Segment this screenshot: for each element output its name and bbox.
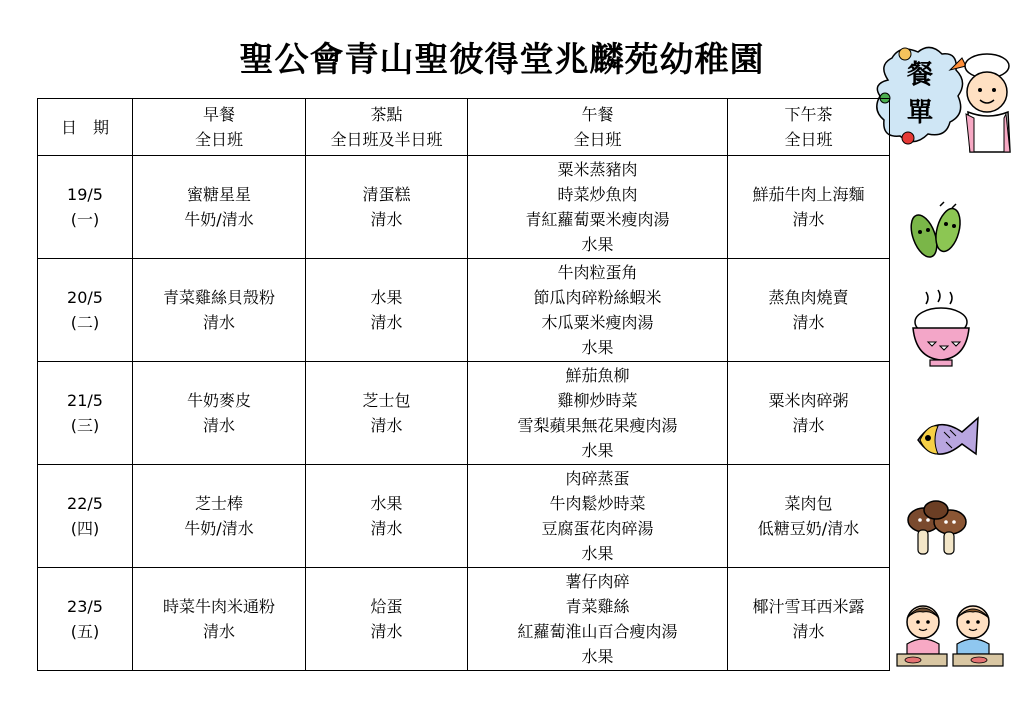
menu-item: 芝士棒: [194, 494, 243, 513]
menu-item: 蒸魚肉燒賣: [768, 288, 849, 307]
tea-cell: [728, 156, 890, 259]
menu-item: 青菜雞絲貝殼粉: [162, 288, 275, 307]
weekday-text: (三): [70, 416, 100, 435]
menu-item: 鮮茄魚柳: [565, 366, 630, 385]
peas-icon: [900, 200, 972, 262]
lunch-cell: [468, 259, 728, 362]
menu-item: 青紅蘿蔔粟米瘦肉湯: [525, 210, 670, 229]
menu-badge-illustration: [870, 40, 1024, 158]
menu-item: 椰汁雪耳西米露: [752, 597, 865, 616]
header-lunch: 午餐 全日班: [468, 99, 728, 156]
menu-item: 蜜糖星星: [186, 185, 251, 204]
menu-badge-text: [900, 56, 940, 132]
menu-item: 水果: [370, 494, 403, 513]
rice-bowl-icon: [908, 288, 974, 368]
menu-item: 青菜雞絲: [565, 597, 630, 616]
fish-icon: [912, 410, 984, 468]
lunch-cell: [468, 465, 728, 568]
date-text: 22/5: [67, 494, 103, 513]
badge-char-1: 餐: [906, 60, 933, 90]
menu-item: 清水: [202, 313, 235, 332]
menu-item: 清蛋糕: [362, 185, 411, 204]
menu-item: 時菜炒魚肉: [557, 185, 638, 204]
date-cell: [38, 156, 133, 259]
table-row: [38, 156, 890, 259]
tea-cell: [728, 465, 890, 568]
menu-item: 粟米蒸豬肉: [557, 160, 638, 179]
menu-item: 粟米肉碎粥: [768, 391, 849, 410]
lunch-cell: [468, 568, 728, 671]
snack-cell: [306, 465, 468, 568]
date-text: 21/5: [67, 391, 103, 410]
menu-item: 芝士包: [362, 391, 411, 410]
page-title-text: 聖公會青山聖彼得堂兆麟苑幼稚園: [239, 40, 765, 80]
menu-item: 牛肉粒蛋角: [557, 263, 638, 282]
menu-item: 時菜牛肉米通粉: [162, 597, 275, 616]
menu-item: 牛奶麥皮: [186, 391, 251, 410]
menu-item: 薯仔肉碎: [565, 572, 630, 591]
badge-char-2: 單: [906, 98, 933, 128]
tea-cell: [728, 259, 890, 362]
tea-cell: [728, 362, 890, 465]
weekday-text: (四): [70, 519, 100, 538]
table-row: [38, 465, 890, 568]
breakfast-cell: [133, 156, 306, 259]
table-row: [38, 259, 890, 362]
menu-item: 清水: [370, 519, 403, 538]
menu-item: 清水: [792, 313, 825, 332]
snack-cell: [306, 568, 468, 671]
menu-item: 水果: [370, 288, 403, 307]
menu-item: 木瓜粟米瘦肉湯: [541, 313, 654, 332]
menu-item: 水果: [581, 338, 614, 357]
date-cell: [38, 259, 133, 362]
date-cell: [38, 465, 133, 568]
menu-item: 水果: [581, 647, 614, 666]
menu-body: [38, 156, 890, 671]
menu-item: 鮮茄牛肉上海麵: [752, 185, 865, 204]
weekday-text: (一): [70, 210, 100, 229]
menu-item: 清水: [792, 622, 825, 641]
header-snack: 茶點 全日班及半日班: [306, 99, 468, 156]
tea-cell: [728, 568, 890, 671]
weekday-text: (二): [70, 313, 100, 332]
menu-item: 清水: [202, 416, 235, 435]
menu-item: 節瓜肉碎粉絲蝦米: [533, 288, 662, 307]
menu-item: 牛奶/清水: [184, 519, 254, 538]
lunch-cell: [468, 156, 728, 259]
menu-item: 雞柳炒時菜: [557, 391, 638, 410]
lunch-cell: [468, 362, 728, 465]
breakfast-cell: [133, 568, 306, 671]
children-eating-icon: [893, 598, 1011, 670]
menu-item: 紅蘿蔔淮山百合瘦肉湯: [517, 622, 678, 641]
chef-face-icon: [967, 72, 1007, 112]
snack-cell: [306, 156, 468, 259]
menu-item: 烚蛋: [370, 597, 403, 616]
menu-item: 清水: [370, 313, 403, 332]
menu-item: 清水: [792, 210, 825, 229]
breakfast-cell: [133, 465, 306, 568]
menu-item: 清水: [370, 416, 403, 435]
header-tea: 下午茶 全日班: [728, 99, 890, 156]
table-row: [38, 568, 890, 671]
menu-item: 菜肉包: [784, 494, 833, 513]
menu-item: 清水: [202, 622, 235, 641]
snack-cell: [306, 362, 468, 465]
menu-item: 水果: [581, 235, 614, 254]
header-breakfast: 早餐 全日班: [133, 99, 306, 156]
menu-item: 牛奶/清水: [184, 210, 254, 229]
snack-cell: [306, 259, 468, 362]
menu-item: 肉碎蒸蛋: [565, 469, 630, 488]
weekday-text: (五): [70, 622, 100, 641]
header-row: [38, 99, 890, 156]
menu-item: 清水: [792, 416, 825, 435]
tomato-icon: [902, 132, 914, 144]
date-text: 23/5: [67, 597, 103, 616]
table-row: [38, 362, 890, 465]
breakfast-cell: [133, 362, 306, 465]
mushrooms-icon: [902, 498, 972, 562]
date-text: 20/5: [67, 288, 103, 307]
menu-item: 清水: [370, 622, 403, 641]
breakfast-cell: [133, 259, 306, 362]
menu-item: 低糖豆奶/清水: [757, 519, 860, 538]
header-date: 日 期: [38, 99, 133, 156]
menu-item: 牛肉鬆炒時菜: [549, 494, 646, 513]
date-text: 19/5: [67, 185, 103, 204]
menu-item: 雪梨蘋果無花果瘦肉湯: [517, 416, 678, 435]
menu-item: 水果: [581, 544, 614, 563]
date-cell: [38, 568, 133, 671]
menu-item: 清水: [370, 210, 403, 229]
menu-item: 水果: [581, 441, 614, 460]
menu-table: [37, 98, 890, 671]
date-cell: [38, 362, 133, 465]
menu-item: 豆腐蛋花肉碎湯: [541, 519, 654, 538]
